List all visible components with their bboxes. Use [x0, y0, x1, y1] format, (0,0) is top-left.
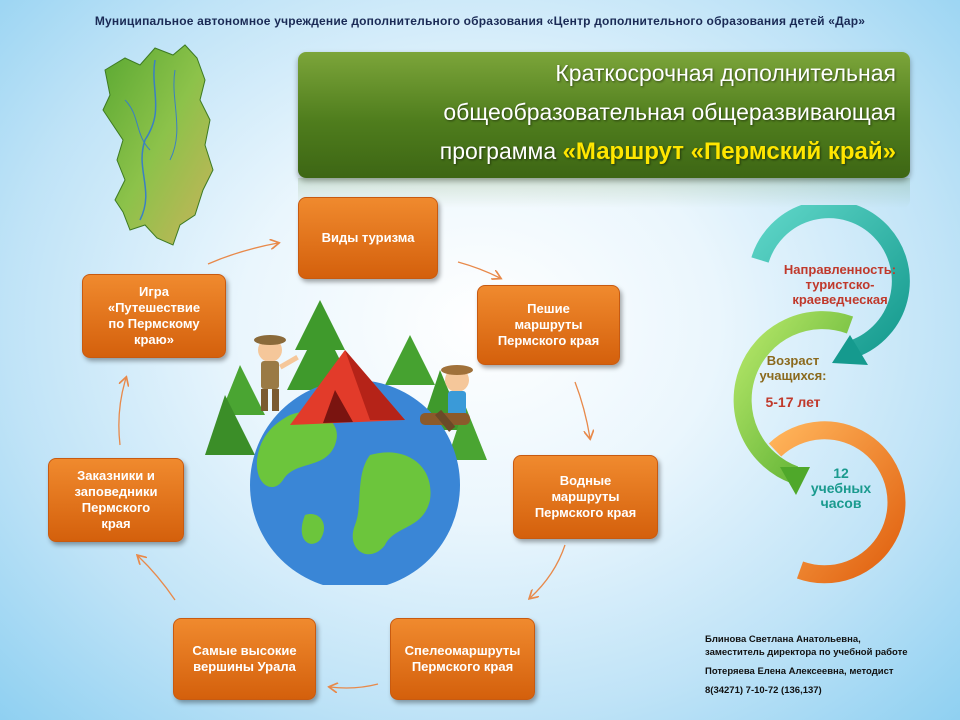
age-label: Возраст учащихся:	[759, 353, 827, 383]
arrow-6	[119, 378, 126, 445]
direction-text: Направленность: туристско- краеведческая	[783, 262, 897, 307]
cycle-item-caving-routes: Спелеомаршруты Пермского края	[390, 618, 535, 700]
arrow-2	[575, 382, 590, 438]
arrow-3	[530, 545, 565, 598]
arrow-1	[458, 262, 500, 278]
cycle-item-water-routes: Водные маршруты Пермского края	[513, 455, 658, 539]
cycle-item-tourism-types: Виды туризма	[298, 197, 438, 279]
program-title-prefix: программа	[439, 138, 563, 164]
hours-text: 12 учебных часов	[810, 465, 872, 511]
arrow-5	[138, 556, 175, 600]
cycle-item-game: Игра «Путешествие по Пермскому краю»	[82, 274, 226, 358]
authors-block	[705, 633, 955, 703]
program-title-line-1: Краткосрочная дополнительная	[555, 60, 896, 86]
arrow-4	[330, 684, 378, 688]
program-name-highlight: «Маршрут «Пермский край»	[562, 138, 896, 165]
contact-phone: 8(34271) 7-10-72 (136,137)	[705, 685, 822, 696]
program-title-line-2: общеобразовательная общеразвивающая	[443, 99, 896, 125]
author-1: Блинова Светлана Анатольевна, заместитель директора по учебной работе	[705, 634, 908, 658]
organization-title: Муниципальное автономное учреждение дополнительного образования «Центр дополнительного образования детей «Дар»	[94, 14, 866, 28]
cycle-item-reserves: Заказники и заповедники Пермского края	[48, 458, 184, 542]
child-hiker-left-icon	[254, 335, 299, 411]
arrow-7	[208, 243, 278, 264]
author-2: Потеряева Елена Алексеевна, методист	[705, 666, 894, 677]
globe-camping-illustration	[195, 295, 515, 585]
cycle-item-hiking-routes: Пешие маршруты Пермского края	[477, 285, 620, 365]
cycle-item-ural-peaks: Самые высокие вершины Урала	[173, 618, 316, 700]
age-value: 5-17 лет	[765, 394, 821, 410]
